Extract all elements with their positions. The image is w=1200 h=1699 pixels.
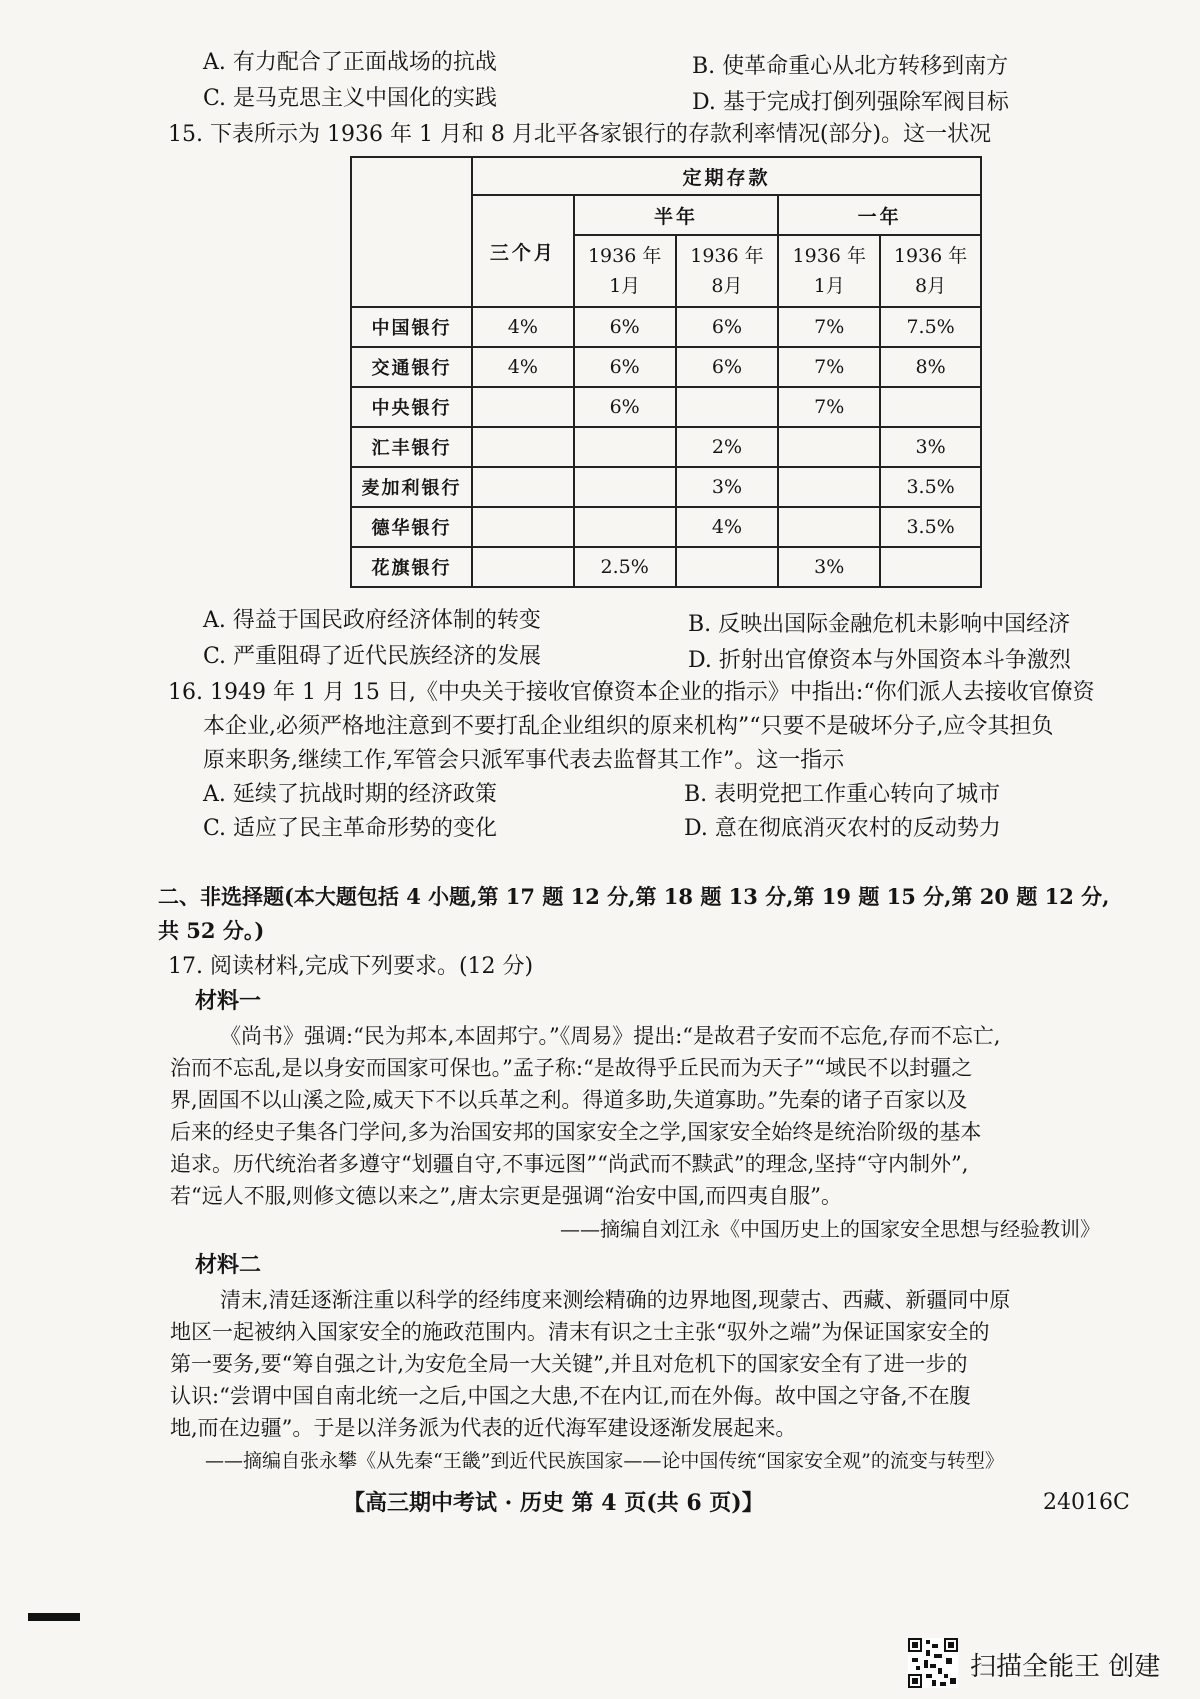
rate-cell: 6% bbox=[574, 347, 676, 387]
bank-name-cell: 花旗银行 bbox=[351, 547, 472, 587]
table-corner-cell bbox=[351, 157, 472, 307]
bank-name-cell: 汇丰银行 bbox=[351, 427, 472, 467]
rate-cell bbox=[676, 547, 779, 587]
rate-cell bbox=[472, 427, 574, 467]
rate-cell: 4% bbox=[472, 307, 574, 347]
q16-option-c: C. 适应了民主革命形势的变化 bbox=[203, 816, 498, 841]
rate-cell bbox=[676, 387, 779, 427]
subheader-year-aug: 1936 年 8月 bbox=[880, 235, 981, 307]
material-2-body bbox=[170, 1284, 1160, 1444]
material-2-line: 第一要务,要“筹自强之计,为安危全局一大关键”,并且对危机下的国家安全有了进一步的 bbox=[170, 1352, 968, 1376]
rate-cell: 7% bbox=[778, 347, 880, 387]
rate-cell: 3% bbox=[880, 427, 981, 467]
table-row bbox=[351, 427, 981, 467]
material-1-body bbox=[170, 1020, 1160, 1212]
interest-rate-table bbox=[350, 156, 982, 588]
rate-cell: 7% bbox=[778, 307, 880, 347]
scan-margin-mark bbox=[28, 1613, 80, 1621]
header-three-month: 三个月 bbox=[472, 195, 574, 307]
q16-line-3: 原来职务,继续工作,军管会只派军事代表去监督其工作”。这一指示 bbox=[203, 748, 845, 773]
rate-cell bbox=[880, 387, 981, 427]
rate-cell: 6% bbox=[574, 307, 676, 347]
rate-cell bbox=[472, 547, 574, 587]
table-row bbox=[351, 507, 981, 547]
subheader-half-jan: 1936 年 1月 bbox=[574, 235, 676, 307]
bank-name-cell: 中国银行 bbox=[351, 307, 472, 347]
bank-name-cell: 麦加利银行 bbox=[351, 467, 472, 507]
rate-cell bbox=[778, 467, 880, 507]
q16-option-b: B. 表明党把工作重心转向了城市 bbox=[684, 782, 1001, 807]
rate-cell bbox=[574, 467, 676, 507]
material-1-line: 后来的经史子集各门学问,多为治国安邦的国家安全之学,国家安全始终是统治阶级的基本 bbox=[170, 1120, 982, 1144]
rate-cell bbox=[778, 427, 880, 467]
page-footer-code: 24016C bbox=[1043, 1490, 1130, 1515]
table-row bbox=[351, 387, 981, 427]
subheader-year-jan: 1936 年 1月 bbox=[778, 235, 880, 307]
material-2-line: 认识:“尝谓中国自南北统一之后,中国之大患,不在内讧,而在外侮。故中国之守备,不在腹 bbox=[170, 1384, 971, 1408]
material-2-title: 材料二 bbox=[195, 1252, 262, 1278]
rate-cell: 7.5% bbox=[880, 307, 981, 347]
material-1-line: 界,固国不以山溪之险,威天下不以兵革之利。得道多助,失道寡助。”先秦的诸子百家以及 bbox=[170, 1088, 968, 1112]
header-half-year: 半年 bbox=[574, 195, 779, 235]
material-1-title: 材料一 bbox=[195, 988, 262, 1014]
rate-cell: 3% bbox=[778, 547, 880, 587]
qr-code-icon bbox=[908, 1638, 958, 1688]
subheader-half-aug: 1936 年 8月 bbox=[676, 235, 779, 307]
page-footer-label: 【高三期中考试 · 历史 第 4 页(共 6 页)】 bbox=[343, 1490, 764, 1516]
q14-option-d: D. 基于完成打倒列强除军阀目标 bbox=[692, 90, 1009, 115]
q17-stem: 17. 阅读材料,完成下列要求。(12 分) bbox=[168, 954, 534, 979]
table-row bbox=[351, 347, 981, 387]
q15-option-d: D. 折射出官僚资本与外国资本斗争激烈 bbox=[688, 648, 1071, 673]
q15-stem: 15. 下表所示为 1936 年 1 月和 8 月北平各家银行的存款利率情况(部分)。这一状况 bbox=[168, 122, 992, 147]
rate-cell: 3% bbox=[676, 467, 779, 507]
section-2-heading-line-2: 共 52 分。) bbox=[158, 918, 265, 943]
material-2-line: 地,而在边疆”。于是以洋务派为代表的近代海军建设逐渐发展起来。 bbox=[170, 1416, 797, 1440]
bank-name-cell: 中央银行 bbox=[351, 387, 472, 427]
q15-option-b: B. 反映出国际金融危机未影响中国经济 bbox=[688, 612, 1071, 637]
rate-cell: 2.5% bbox=[574, 547, 676, 587]
rate-cell: 3.5% bbox=[880, 467, 981, 507]
bank-name-cell: 交通银行 bbox=[351, 347, 472, 387]
header-one-year: 一年 bbox=[778, 195, 981, 235]
q14-option-a: A. 有力配合了正面战场的抗战 bbox=[203, 50, 497, 75]
rate-cell: 6% bbox=[676, 307, 779, 347]
rate-cell bbox=[574, 427, 676, 467]
table-row bbox=[351, 467, 981, 507]
q14-option-b: B. 使革命重心从北方转移到南方 bbox=[692, 54, 1009, 79]
material-2-line: 清末,清廷逐渐注重以科学的经纬度来测绘精确的边界地图,现蒙古、西藏、新疆同中原 bbox=[220, 1288, 1011, 1312]
rate-cell bbox=[574, 507, 676, 547]
material-1-line: 若“远人不服,则修文德以来之”,唐太宗更是强调“治安中国,而四夷自服”。 bbox=[170, 1184, 842, 1208]
material-2-line: 地区一起被纳入国家安全的施政范围内。清末有识之士主张“驭外之端”为保证国家安全的 bbox=[170, 1320, 990, 1344]
rate-cell: 3.5% bbox=[880, 507, 981, 547]
q16-line-1: 16. 1949 年 1 月 15 日,《中央关于接收官僚资本企业的指示》中指出:“你们派人去接收官僚资 bbox=[168, 680, 1095, 705]
header-fixed-deposit: 定期存款 bbox=[472, 157, 981, 195]
rate-cell bbox=[472, 507, 574, 547]
material-1-line: 追求。历代统治者多遵守“划疆自守,不事远图”“尚武而不黩武”的理念,坚持“守内制外”, bbox=[170, 1152, 969, 1176]
q16-option-a: A. 延续了抗战时期的经济政策 bbox=[203, 782, 497, 807]
rate-cell bbox=[778, 507, 880, 547]
q16-option-d: D. 意在彻底消灭农村的反动势力 bbox=[684, 816, 1001, 841]
section-2-heading-line-1: 二、非选择题(本大题包括 4 小题,第 17 题 12 分,第 18 题 13 分,第 19 题 15 分,第 20 题 12 分, bbox=[158, 884, 1110, 909]
bank-name-cell: 德华银行 bbox=[351, 507, 472, 547]
table-row bbox=[351, 307, 981, 347]
rate-cell: 4% bbox=[472, 347, 574, 387]
material-2-source: ——摘编自张永攀《从先秦“王畿”到近代民族国家——论中国传统“国家安全观”的流变与转型》 bbox=[205, 1450, 1004, 1472]
rate-cell: 2% bbox=[676, 427, 779, 467]
material-1-line: 《尚书》强调:“民为邦本,本固邦宁。”《周易》提出:“是故君子安而不忘危,存而不忘亡, bbox=[220, 1024, 1001, 1048]
table-row bbox=[351, 547, 981, 587]
rate-cell bbox=[472, 387, 574, 427]
rate-cell: 8% bbox=[880, 347, 981, 387]
rate-cell: 7% bbox=[778, 387, 880, 427]
rate-cell: 4% bbox=[676, 507, 779, 547]
material-1-line: 治而不忘乱,是以身安而国家可保也。”孟子称:“是故得乎丘民而为天子”“域民不以封疆之 bbox=[170, 1056, 973, 1080]
q15-option-a: A. 得益于国民政府经济体制的转变 bbox=[203, 608, 541, 633]
rate-cell bbox=[472, 467, 574, 507]
scanner-watermark: 扫描全能王 创建 bbox=[970, 1652, 1161, 1682]
q16-line-2: 本企业,必须严格地注意到不要打乱企业组织的原来机构”“只要不是破坏分子,应令其担负 bbox=[203, 714, 1054, 739]
q15-option-c: C. 严重阻碍了近代民族经济的发展 bbox=[203, 644, 542, 669]
q14-option-c: C. 是马克思主义中国化的实践 bbox=[203, 86, 498, 111]
rate-cell: 6% bbox=[574, 387, 676, 427]
material-1-source: ——摘编自刘江永《中国历史上的国家安全思想与经验教训》 bbox=[560, 1217, 1100, 1241]
rate-cell: 6% bbox=[676, 347, 779, 387]
rate-cell bbox=[880, 547, 981, 587]
